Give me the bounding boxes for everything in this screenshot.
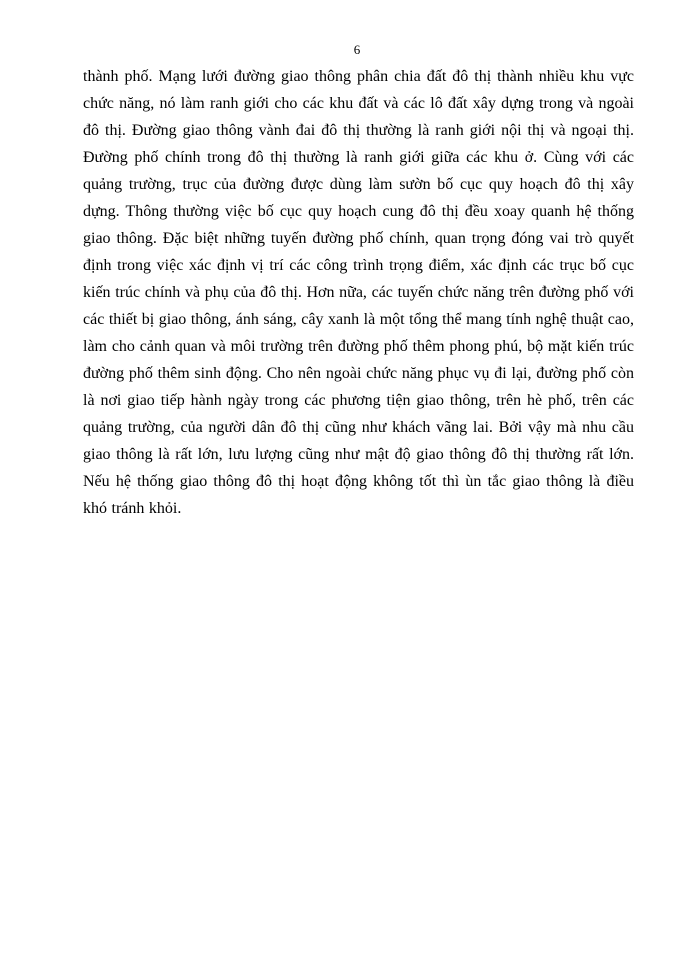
page-number: 6 [353,42,361,57]
body-paragraph: thành phố. Mạng lưới đường giao thông phân chia đất đô thị thành nhiều khu vực chức năng, nó làm ranh giới cho các khu đất và các lô đất xây dựng trong và ngoài đô thị. Đường giao thông vành đai đô thị thường là ranh giới nội thị và ngoại thị. Đường phố chính trong đô thị thường là ranh giới giữa các khu ở. Cùng với các quảng trường, trục của đường được dùng làm sườn bố cục quy hoạch đô thị xây dựng. Thông thường việc bố cục quy hoạch cung đô thị đều xoay quanh hệ thống giao thông. Đặc biệt những tuyến đường phố chính, quan trọng đóng vai trò quyết định trong việc xác định vị trí các công trình trọng điểm, xác định các trục bố cục kiến trúc chính và phụ của đô thị. Hơn nữa, các tuyến chức năng trên đường phố với các thiết bị giao thông, ánh sáng, cây xanh là một tổng thể mang tính nghệ thuật cao, làm cho cảnh quan và môi trường trên đường phố thêm phong phú, bộ mặt kiến trúc đường phố thêm sinh động. Cho nên ngoài chức năng phục vụ đi lại, đường phố còn là nơi giao tiếp hành ngày trong các phương tiện giao thông, trên hè phố, trên các quảng trường, của người dân đô thị cũng như khách vãng lai. Bởi vậy mà nhu cầu giao thông là rất lớn, lưu lượng cũng như mật độ giao thông đô thị thường rất lớn. Nếu hệ thống giao thông đô thị hoạt động không tốt thì ùn tắc giao thông là điều khó tránh khỏi. [83,68,634,517]
